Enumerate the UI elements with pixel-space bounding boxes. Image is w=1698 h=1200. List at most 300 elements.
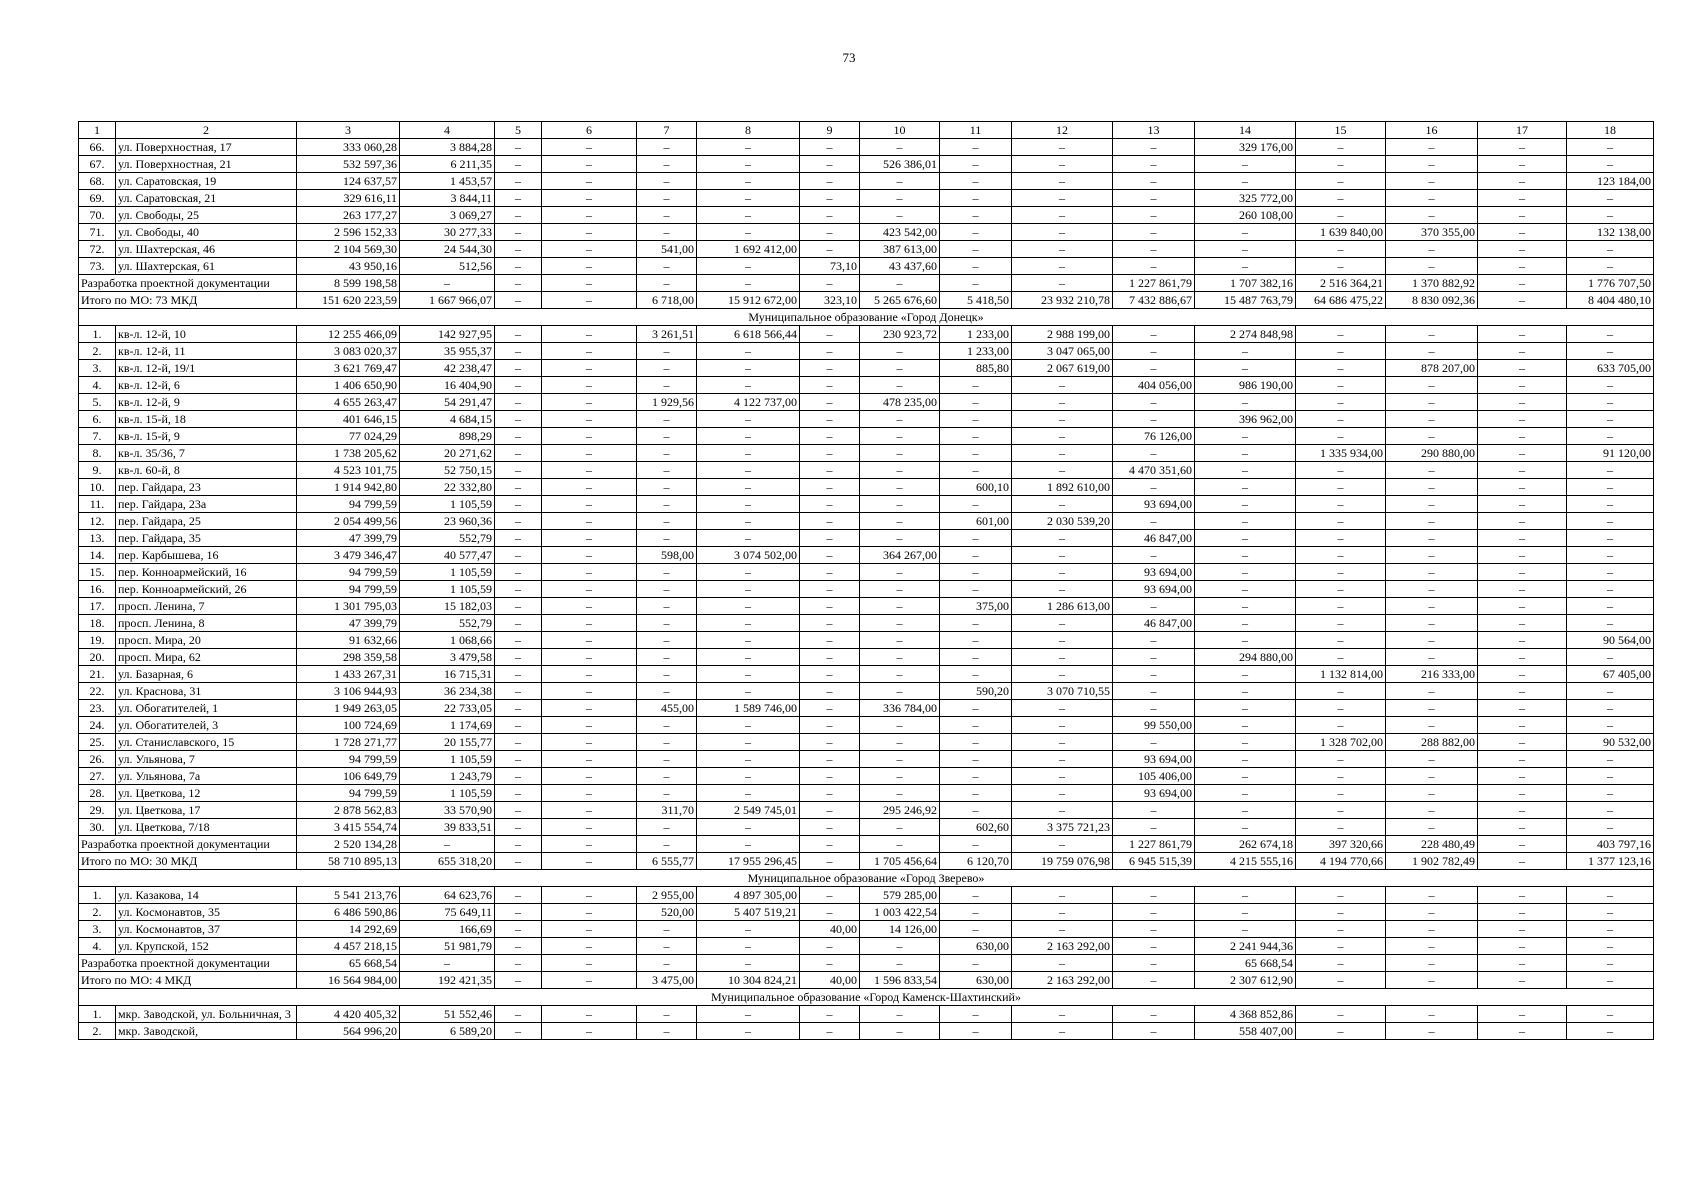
table-cell: –: [940, 887, 1012, 904]
table-cell: 601,00: [940, 513, 1012, 530]
table-cell: –: [697, 360, 800, 377]
address-cell: ул. Шахтерская, 46: [116, 241, 297, 258]
table-cell: –: [860, 1006, 940, 1023]
table-cell: –: [637, 207, 697, 224]
table-cell: –: [495, 241, 542, 258]
table-cell: 93 694,00: [1113, 751, 1195, 768]
table-cell: –: [1386, 564, 1478, 581]
table-cell: –: [1567, 700, 1654, 717]
table-cell: –: [1386, 343, 1478, 360]
table-cell: –: [940, 700, 1012, 717]
table-cell: –: [1386, 768, 1478, 785]
table-cell: –: [800, 411, 860, 428]
table-cell: 228 480,49: [1386, 836, 1478, 853]
table-cell: –: [697, 734, 800, 751]
table-cell: –: [1296, 326, 1386, 343]
table-cell: 2 549 745,01: [697, 802, 800, 819]
table-cell: 4 684,15: [400, 411, 495, 428]
table-cell: –: [1296, 564, 1386, 581]
table-cell: –: [637, 836, 697, 853]
table-cell: –: [697, 173, 800, 190]
table-cell: –: [1296, 819, 1386, 836]
table-cell: –: [1296, 411, 1386, 428]
table-cell: –: [637, 173, 697, 190]
address-cell: пер. Гайдара, 25: [116, 513, 297, 530]
address-cell: просп. Ленина, 8: [116, 615, 297, 632]
table-cell: –: [1113, 904, 1195, 921]
table-cell: –: [860, 139, 940, 156]
table-cell: –: [800, 224, 860, 241]
table-cell: –: [1012, 921, 1113, 938]
address-cell: ул. Ульянова, 7а: [116, 768, 297, 785]
table-cell: –: [697, 190, 800, 207]
table-cell: –: [940, 717, 1012, 734]
table-cell: –: [697, 785, 800, 802]
table-cell: 40,00: [800, 972, 860, 989]
row-index: 4.: [79, 938, 116, 955]
table-cell: 3 479,58: [400, 649, 495, 666]
table-cell: –: [940, 921, 1012, 938]
address-cell: ул. Обогатителей, 1: [116, 700, 297, 717]
table-row: [79, 717, 1654, 734]
table-cell: –: [542, 921, 637, 938]
table-cell: –: [1478, 1023, 1567, 1040]
table-cell: –: [940, 615, 1012, 632]
table-cell: –: [1478, 479, 1567, 496]
table-cell: –: [860, 649, 940, 666]
table-cell: 3 106 944,93: [297, 683, 400, 700]
table-cell: –: [697, 836, 800, 853]
table-cell: 2 955,00: [637, 887, 697, 904]
row-index: 16.: [79, 581, 116, 598]
table-cell: –: [495, 921, 542, 938]
table-cell: –: [860, 632, 940, 649]
table-cell: 3 621 769,47: [297, 360, 400, 377]
table-cell: –: [1113, 258, 1195, 275]
table-row: [79, 734, 1654, 751]
table-cell: –: [940, 547, 1012, 564]
table-cell: –: [1386, 700, 1478, 717]
table-cell: 294 880,00: [1195, 649, 1296, 666]
table-cell: 2 516 364,21: [1296, 275, 1386, 292]
table-cell: –: [1478, 445, 1567, 462]
table-cell: –: [1296, 530, 1386, 547]
row-index: 27.: [79, 768, 116, 785]
table-cell: –: [1567, 581, 1654, 598]
table-cell: –: [940, 275, 1012, 292]
table-cell: –: [1195, 717, 1296, 734]
table-cell: –: [1386, 921, 1478, 938]
table-cell: –: [1012, 904, 1113, 921]
table-cell: –: [495, 496, 542, 513]
table-cell: 22 332,80: [400, 479, 495, 496]
table-cell: 19 759 076,98: [1012, 853, 1113, 870]
table-cell: 1 453,57: [400, 173, 495, 190]
table-cell: –: [1195, 683, 1296, 700]
table-cell: 2 520 134,28: [297, 836, 400, 853]
table-cell: –: [1386, 326, 1478, 343]
table-cell: 311,70: [637, 802, 697, 819]
table-cell: –: [1386, 513, 1478, 530]
table-cell: –: [1296, 802, 1386, 819]
table-cell: –: [1567, 955, 1654, 972]
table-cell: 43 437,60: [860, 258, 940, 275]
table-cell: –: [1113, 479, 1195, 496]
table-cell: –: [495, 343, 542, 360]
table-cell: –: [1386, 394, 1478, 411]
table-cell: 94 799,59: [297, 496, 400, 513]
table-cell: –: [1386, 1023, 1478, 1040]
table-cell: –: [1478, 819, 1567, 836]
table-cell: –: [400, 275, 495, 292]
column-number: 17: [1478, 122, 1567, 139]
table-cell: 4 470 351,60: [1113, 462, 1195, 479]
table-cell: –: [800, 938, 860, 955]
table-cell: –: [542, 1023, 637, 1040]
table-cell: –: [860, 683, 940, 700]
table-cell: –: [1195, 734, 1296, 751]
address-cell: ул. Ульянова, 7: [116, 751, 297, 768]
table-cell: –: [1296, 717, 1386, 734]
table-cell: –: [1567, 751, 1654, 768]
table-cell: 132 138,00: [1567, 224, 1654, 241]
table-cell: 564 996,20: [297, 1023, 400, 1040]
table-cell: 3 074 502,00: [697, 547, 800, 564]
table-cell: 478 235,00: [860, 394, 940, 411]
table-row: [79, 802, 1654, 819]
table-row: [79, 326, 1654, 343]
table-cell: –: [495, 1023, 542, 1040]
table-cell: 2 030 539,20: [1012, 513, 1113, 530]
table-cell: 64 623,76: [400, 887, 495, 904]
table-cell: –: [542, 955, 637, 972]
table-cell: 14 292,69: [297, 921, 400, 938]
table-cell: –: [495, 275, 542, 292]
column-number: 2: [116, 122, 297, 139]
column-number: 3: [297, 122, 400, 139]
table-cell: –: [495, 581, 542, 598]
table-cell: –: [1113, 360, 1195, 377]
table-cell: 260 108,00: [1195, 207, 1296, 224]
table-cell: –: [1012, 581, 1113, 598]
table-cell: –: [1296, 173, 1386, 190]
table-row: [79, 649, 1654, 666]
table-cell: –: [1296, 156, 1386, 173]
table-cell: –: [1386, 411, 1478, 428]
table-cell: –: [1567, 819, 1654, 836]
table-cell: –: [697, 258, 800, 275]
table-cell: –: [697, 819, 800, 836]
table-cell: –: [1567, 241, 1654, 258]
table-cell: –: [1113, 734, 1195, 751]
table-cell: 46 847,00: [1113, 615, 1195, 632]
table-cell: 105 406,00: [1113, 768, 1195, 785]
table-cell: –: [800, 139, 860, 156]
address-cell: ул. Свободы, 25: [116, 207, 297, 224]
table-cell: –: [542, 615, 637, 632]
table-cell: –: [1567, 1006, 1654, 1023]
table-cell: 4 655 263,47: [297, 394, 400, 411]
row-index: 19.: [79, 632, 116, 649]
table-cell: –: [637, 819, 697, 836]
table-cell: –: [1195, 513, 1296, 530]
table-cell: –: [1012, 1023, 1113, 1040]
table-row: [79, 938, 1654, 955]
table-cell: 106 649,79: [297, 768, 400, 785]
address-cell: ул. Станиславского, 15: [116, 734, 297, 751]
row-index: 29.: [79, 802, 116, 819]
table-cell: –: [940, 802, 1012, 819]
table-row: [79, 921, 1654, 938]
table-cell: –: [1478, 683, 1567, 700]
table-cell: –: [1478, 173, 1567, 190]
table-cell: –: [800, 547, 860, 564]
table-row: [79, 530, 1654, 547]
table-cell: –: [1567, 513, 1654, 530]
table-cell: –: [1478, 751, 1567, 768]
table-cell: 1 335 934,00: [1296, 445, 1386, 462]
table-cell: –: [1386, 581, 1478, 598]
table-cell: –: [1567, 258, 1654, 275]
table-cell: –: [637, 513, 697, 530]
address-cell: просп. Ленина, 7: [116, 598, 297, 615]
table-row: [79, 1006, 1654, 1023]
table-cell: –: [697, 513, 800, 530]
table-cell: –: [1296, 462, 1386, 479]
table-cell: 6 486 590,86: [297, 904, 400, 921]
row-index: 68.: [79, 173, 116, 190]
table-cell: –: [495, 377, 542, 394]
table-cell: –: [1195, 530, 1296, 547]
table-cell: –: [1386, 717, 1478, 734]
table-cell: –: [1195, 173, 1296, 190]
table-cell: –: [1386, 785, 1478, 802]
table-cell: –: [860, 768, 940, 785]
table-cell: 329 616,11: [297, 190, 400, 207]
summary-label: Разработка проектной документации: [79, 955, 297, 972]
table-cell: 1 233,00: [940, 326, 1012, 343]
table-cell: –: [1012, 241, 1113, 258]
table-cell: –: [637, 615, 697, 632]
table-cell: –: [1012, 717, 1113, 734]
table-cell: –: [697, 1023, 800, 1040]
table-cell: –: [637, 156, 697, 173]
table-cell: –: [495, 173, 542, 190]
table-cell: –: [860, 615, 940, 632]
table-cell: –: [1012, 785, 1113, 802]
table-cell: –: [637, 377, 697, 394]
table-cell: –: [800, 581, 860, 598]
address-cell: пер. Гайдара, 35: [116, 530, 297, 547]
summary-row: [79, 853, 1654, 870]
table-cell: 93 694,00: [1113, 496, 1195, 513]
row-index: 2.: [79, 1023, 116, 1040]
table-cell: –: [495, 700, 542, 717]
table-cell: –: [860, 581, 940, 598]
table-cell: –: [637, 275, 697, 292]
table-cell: 552,79: [400, 530, 495, 547]
table-cell: 4 420 405,32: [297, 1006, 400, 1023]
table-cell: 151 620 223,59: [297, 292, 400, 309]
table-cell: –: [1113, 411, 1195, 428]
table-cell: –: [495, 972, 542, 989]
table-cell: –: [800, 819, 860, 836]
table-cell: –: [1195, 343, 1296, 360]
table-cell: –: [637, 428, 697, 445]
table-cell: –: [1012, 734, 1113, 751]
table-cell: –: [1478, 768, 1567, 785]
table-cell: –: [1012, 751, 1113, 768]
table-cell: –: [542, 394, 637, 411]
table-cell: –: [1567, 139, 1654, 156]
table-cell: –: [1296, 139, 1386, 156]
table-cell: –: [1012, 207, 1113, 224]
table-cell: –: [697, 275, 800, 292]
table-cell: –: [800, 564, 860, 581]
table-cell: –: [495, 955, 542, 972]
row-index: 9.: [79, 462, 116, 479]
table-cell: 93 694,00: [1113, 581, 1195, 598]
table-row: [79, 394, 1654, 411]
table-cell: 6 555,77: [637, 853, 697, 870]
table-cell: –: [697, 683, 800, 700]
table-cell: –: [1012, 139, 1113, 156]
table-cell: 46 847,00: [1113, 530, 1195, 547]
table-cell: 22 733,05: [400, 700, 495, 717]
table-cell: –: [637, 258, 697, 275]
table-cell: –: [495, 513, 542, 530]
table-cell: –: [697, 564, 800, 581]
table-row: [79, 496, 1654, 513]
table-cell: –: [637, 190, 697, 207]
row-index: 3.: [79, 360, 116, 377]
table-cell: –: [542, 768, 637, 785]
table-cell: 2 067 619,00: [1012, 360, 1113, 377]
table-cell: 3 415 554,74: [297, 819, 400, 836]
table-cell: –: [542, 258, 637, 275]
table-cell: –: [1195, 666, 1296, 683]
table-cell: –: [697, 462, 800, 479]
table-cell: 51 981,79: [400, 938, 495, 955]
table-row: [79, 445, 1654, 462]
table-cell: –: [940, 751, 1012, 768]
table-cell: –: [860, 1023, 940, 1040]
row-index: 12.: [79, 513, 116, 530]
table-cell: 8 599 198,58: [297, 275, 400, 292]
table-cell: –: [800, 496, 860, 513]
table-cell: –: [637, 717, 697, 734]
table-cell: –: [1567, 802, 1654, 819]
table-row: [79, 139, 1654, 156]
table-cell: –: [495, 190, 542, 207]
table-cell: 520,00: [637, 904, 697, 921]
table-cell: 1 728 271,77: [297, 734, 400, 751]
table-cell: –: [1478, 190, 1567, 207]
table-cell: –: [800, 700, 860, 717]
table-row: [79, 513, 1654, 530]
table-cell: –: [800, 207, 860, 224]
table-cell: –: [542, 530, 637, 547]
table-cell: 3 479 346,47: [297, 547, 400, 564]
table-cell: –: [1296, 700, 1386, 717]
table-cell: –: [1012, 530, 1113, 547]
table-cell: 423 542,00: [860, 224, 940, 241]
table-cell: 5 541 213,76: [297, 887, 400, 904]
table-cell: –: [800, 853, 860, 870]
table-cell: –: [542, 683, 637, 700]
table-cell: –: [1113, 666, 1195, 683]
table-cell: –: [940, 207, 1012, 224]
table-cell: –: [542, 751, 637, 768]
column-number: 18: [1567, 122, 1654, 139]
table-cell: –: [697, 1006, 800, 1023]
row-index: 67.: [79, 156, 116, 173]
table-cell: –: [800, 904, 860, 921]
table-cell: 166,69: [400, 921, 495, 938]
table-cell: –: [1113, 819, 1195, 836]
table-cell: –: [697, 224, 800, 241]
table-cell: –: [800, 275, 860, 292]
table-cell: –: [1386, 938, 1478, 955]
table-cell: –: [1113, 224, 1195, 241]
table-cell: –: [637, 768, 697, 785]
table-row: [79, 156, 1654, 173]
table-cell: –: [800, 173, 860, 190]
summary-row: [79, 955, 1654, 972]
table-cell: –: [800, 1023, 860, 1040]
table-cell: 1 914 942,80: [297, 479, 400, 496]
table-cell: 123 184,00: [1567, 173, 1654, 190]
table-cell: –: [1567, 547, 1654, 564]
table-cell: –: [1012, 955, 1113, 972]
table-cell: –: [1386, 683, 1478, 700]
table-cell: 52 750,15: [400, 462, 495, 479]
table-cell: –: [542, 207, 637, 224]
table-cell: 73,10: [800, 258, 860, 275]
row-index: 3.: [79, 921, 116, 938]
address-cell: кв-л. 15-й, 9: [116, 428, 297, 445]
table-cell: –: [1195, 547, 1296, 564]
table-cell: 1 639 840,00: [1296, 224, 1386, 241]
table-cell: –: [800, 802, 860, 819]
table-cell: 329 176,00: [1195, 139, 1296, 156]
row-index: 2.: [79, 904, 116, 921]
table-cell: 336 784,00: [860, 700, 940, 717]
table-cell: –: [1478, 360, 1567, 377]
address-cell: кв-л. 15-й, 18: [116, 411, 297, 428]
table-cell: –: [1567, 972, 1654, 989]
address-cell: пер. Конноармейский, 16: [116, 564, 297, 581]
row-index: 6.: [79, 411, 116, 428]
summary-row: [79, 275, 1654, 292]
table-cell: –: [495, 479, 542, 496]
table-cell: –: [1113, 190, 1195, 207]
table-cell: 192 421,35: [400, 972, 495, 989]
table-cell: 4 897 305,00: [697, 887, 800, 904]
column-number: 12: [1012, 122, 1113, 139]
table-cell: –: [1478, 836, 1567, 853]
table-row: [79, 564, 1654, 581]
table-cell: –: [800, 751, 860, 768]
table-cell: –: [1478, 1006, 1567, 1023]
column-number: 7: [637, 122, 697, 139]
table-cell: 1 105,59: [400, 496, 495, 513]
table-cell: 2 241 944,36: [1195, 938, 1296, 955]
table-cell: 90 532,00: [1567, 734, 1654, 751]
table-cell: 630,00: [940, 972, 1012, 989]
address-cell: кв-л. 12-й, 9: [116, 394, 297, 411]
table-cell: –: [542, 887, 637, 904]
